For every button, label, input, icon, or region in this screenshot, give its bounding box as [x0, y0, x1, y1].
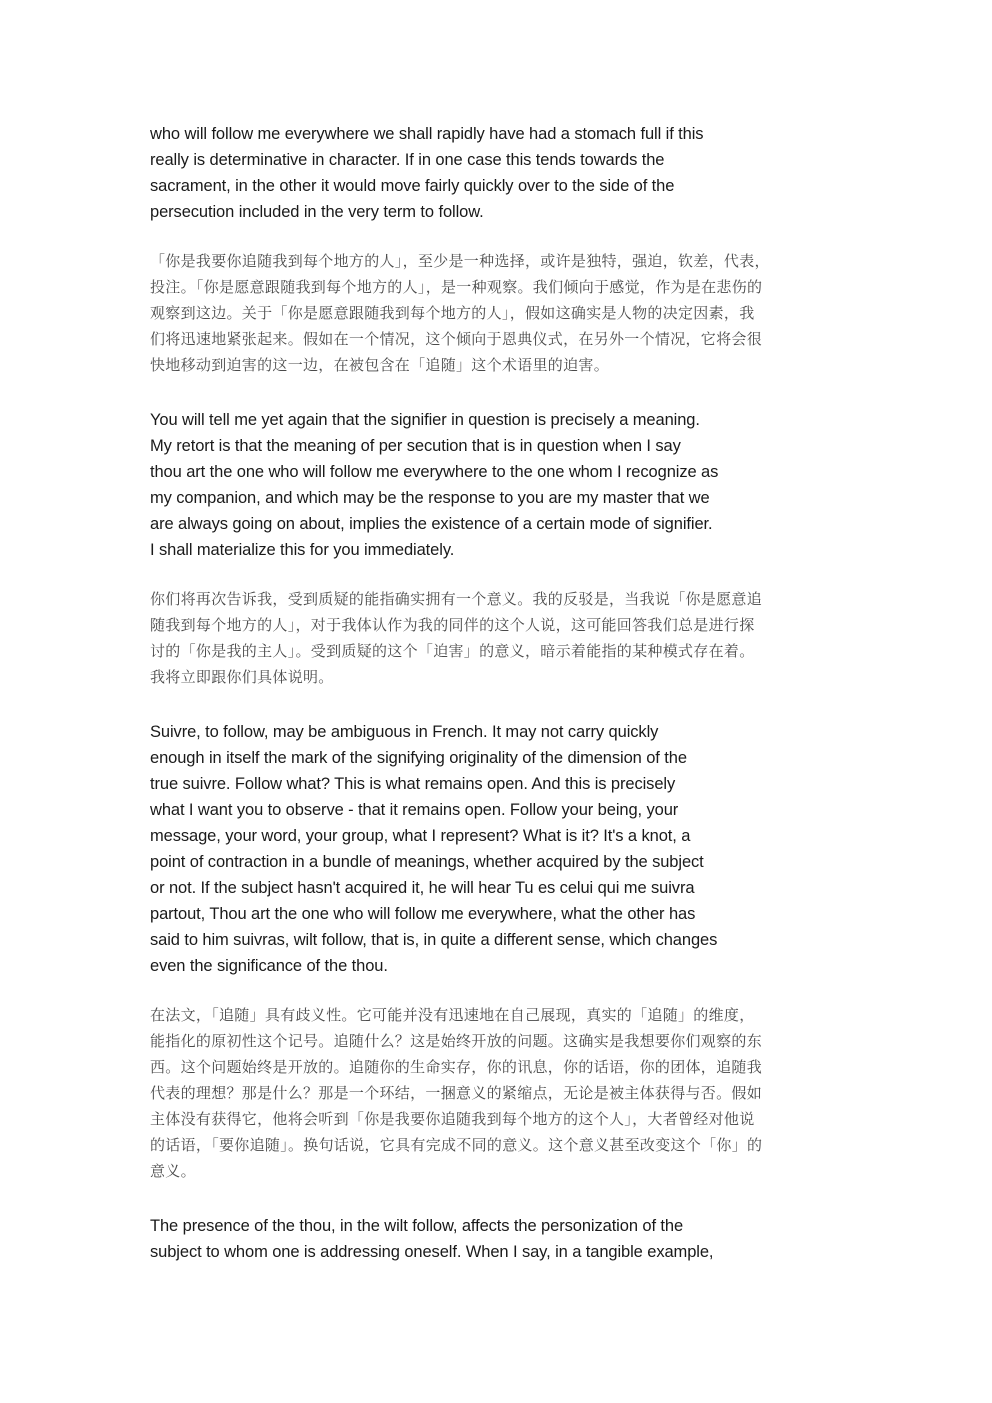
text-line: 「你是我要你追随我到每个地方的人」，至少是一种选择，或许是独特，强迫，钦差，代表， — [150, 252, 770, 270]
text-line: or not. If the subject hasn't acquired it, he will hear Tu es celui qui me suivra — [150, 879, 695, 897]
text-line: 们将迅速地紧张起来。假如在一个情况，这个倾向于恩典仪式，在另外一个情况，它将会很 — [150, 330, 763, 348]
text-line: 我将立即跟你们具体说明。 — [150, 668, 334, 686]
text-line: what I want you to observe - that it remains open. Follow your being, your — [150, 801, 679, 819]
text-line: 快地移动到迫害的这一边，在被包含在「追随」这个术语里的迫害。 — [150, 356, 610, 374]
text-line: thou art the one who will follow me everywhere to the one whom I recognize as — [150, 463, 719, 481]
text-line: 你们将再次告诉我，受到质疑的能指确实拥有一个意义。我的反驳是，当我说「你是愿意追 — [150, 590, 763, 608]
text-line: enough in itself the mark of the signifying originality of the dimension of the — [150, 749, 687, 767]
text-line: message, your word, your group, what I represent? What is it? It's a knot, a — [150, 827, 691, 845]
text-line: I shall materialize this for you immediately. — [150, 541, 455, 559]
text-line: 的话语，「要你追随」。换句话说，它具有完成不同的意义。这个意义甚至改变这个「你」的 — [150, 1136, 763, 1154]
text-line: 在法文，「追随」具有歧义性。它可能并没有迅速地在自己展现，真实的「追随」的维度， — [150, 1006, 755, 1024]
paragraph-english-4 — [150, 1213, 770, 1265]
text-line: My retort is that the meaning of per secution that is in question when I say — [150, 437, 681, 455]
text-line: 随我到每个地方的人」，对于我体认作为我的同伴的这个人说，这可能回答我们总是进行探 — [150, 616, 755, 634]
paragraph-english-1 — [150, 121, 770, 225]
paragraph-chinese-3 — [150, 1002, 844, 1184]
text-line: sacrament, in the other it would move fairly quickly over to the side of the — [150, 177, 675, 195]
text-line: 主体没有获得它，他将会听到「你是我要你追随我到每个地方的这个人」，大者曾经对他说 — [150, 1110, 755, 1128]
text-line: are always going on about, implies the existence of a certain mode of signifier. — [150, 515, 713, 533]
paragraph-english-2 — [150, 407, 770, 563]
text-line: true suivre. Follow what? This is what remains open. And this is precisely — [150, 775, 676, 793]
paragraph-chinese-1 — [150, 248, 844, 378]
text-line: You will tell me yet again that the signifier in question is precisely a meaning. — [150, 411, 700, 429]
text-line: partout, Thou art the one who will follow me everywhere, what the other has — [150, 905, 696, 923]
text-line: 投注。「你是愿意跟随我到每个地方的人」，是一种观察。我们倾向于感觉，作为是在悲伤的 — [150, 278, 763, 296]
paragraph-chinese-2 — [150, 586, 844, 690]
text-line: point of contraction in a bundle of meanings, whether acquired by the subject — [150, 853, 704, 871]
text-line: my companion, and which may be the response to you are my master that we — [150, 489, 710, 507]
text-line: 意义。 — [150, 1162, 196, 1180]
text-line: 代表的理想？那是什么？那是一个环结，一捆意义的紧缩点，无论是被主体获得与否。假如 — [150, 1084, 763, 1102]
text-line: subject to whom one is addressing oneself. When I say, in a tangible example, — [150, 1243, 714, 1261]
text-line: Suivre, to follow, may be ambiguous in French. It may not carry quickly — [150, 723, 659, 741]
text-line: even the significance of the thou. — [150, 957, 388, 975]
text-line: said to him suivras, wilt follow, that is, in quite a different sense, which changes — [150, 931, 718, 949]
text-line: 能指化的原初性这个记号。追随什么？这是始终开放的问题。这确实是我想要你们观察的东 — [150, 1032, 763, 1050]
paragraph-english-3 — [150, 719, 770, 979]
text-line: 讨的「你是我的主人」。受到质疑的这个「迫害」的意义，暗示着能指的某种模式存在着。 — [150, 642, 755, 660]
text-line: 西。这个问题始终是开放的。追随你的生命实存，你的讯息，你的话语，你的团体，追随我 — [150, 1058, 763, 1076]
text-line: 观察到这边。关于「你是愿意跟随我到每个地方的人」，假如这确实是人物的决定因素，我 — [150, 304, 755, 322]
text-line: The presence of the thou, in the wilt follow, affects the personization of the — [150, 1217, 684, 1235]
text-line: persecution included in the very term to follow. — [150, 203, 484, 221]
text-line: really is determinative in character. If in one case this tends towards the — [150, 151, 665, 169]
text-line: who will follow me everywhere we shall rapidly have had a stomach full if this — [150, 125, 704, 143]
